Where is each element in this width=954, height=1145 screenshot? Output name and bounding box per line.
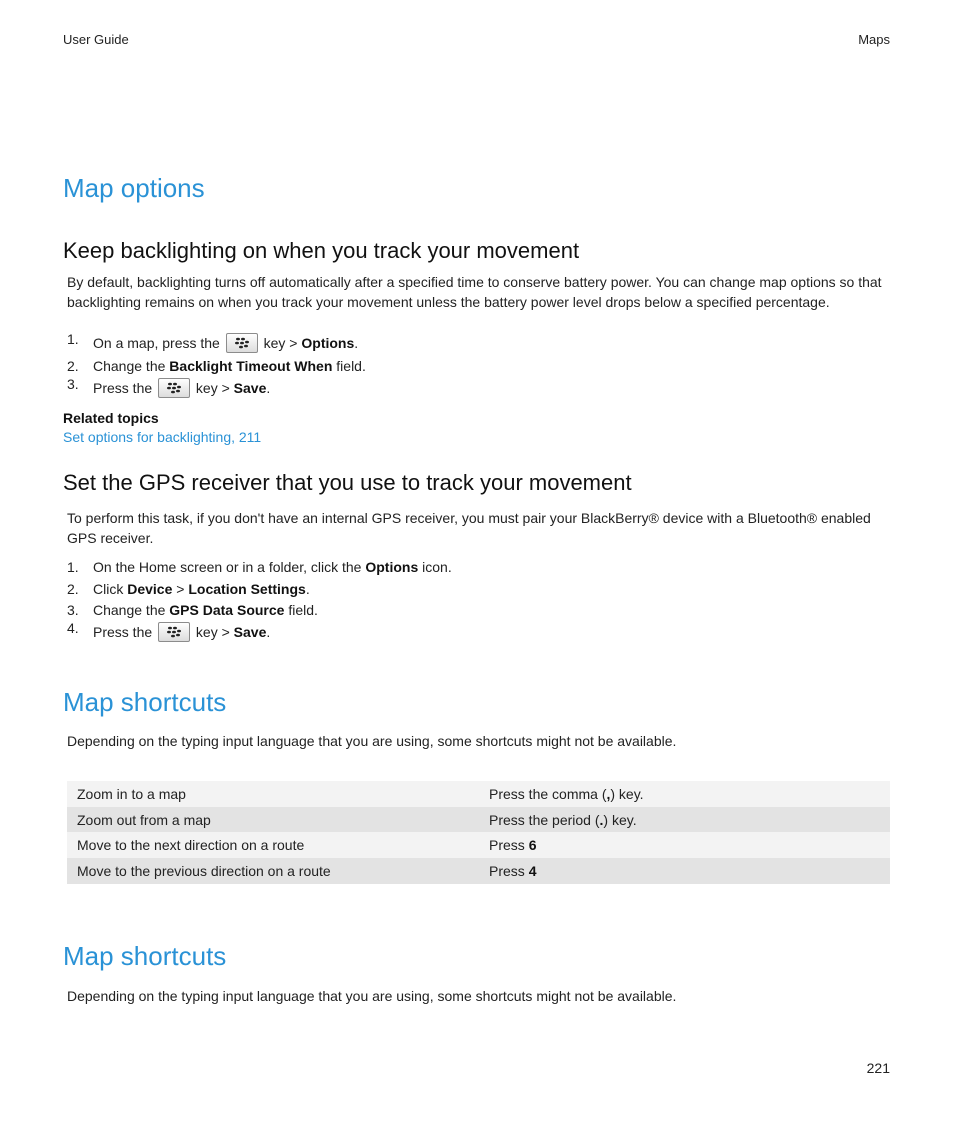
blackberry-menu-key-icon — [158, 622, 190, 642]
shortcuts-table — [67, 781, 890, 884]
table-cell-action: Zoom out from a map — [67, 807, 479, 833]
table-cell-action: Move to the next direction on a route — [67, 832, 479, 858]
table-row — [67, 781, 890, 807]
running-header-title: User Guide — [63, 32, 129, 47]
table-row — [67, 858, 890, 884]
step-item: 2. Change the Backlight Timeout When field. — [67, 358, 366, 374]
blackberry-menu-key-icon — [158, 378, 190, 398]
step-item: 1. On the Home screen or in a folder, click the Options icon. — [67, 559, 452, 575]
shortcuts-intro: Depending on the typing input language that you are using, some shortcuts might not be available. — [67, 733, 677, 749]
table-cell-shortcut: Press the period (.) key. — [479, 807, 890, 833]
step-item: 3. Change the GPS Data Source field. — [67, 602, 318, 618]
blackberry-menu-key-icon — [226, 333, 258, 353]
table-cell-shortcut: Press 6 — [479, 832, 890, 858]
section-title-map-shortcuts-2: Map shortcuts — [63, 941, 227, 971]
table-cell-shortcut: Press the comma (,) key. — [479, 781, 890, 807]
table-row — [67, 832, 890, 858]
table-cell-action: Zoom in to a map — [67, 781, 479, 807]
table-row — [67, 807, 890, 833]
gps-steps — [67, 557, 887, 643]
page-number: 221 — [866, 1060, 890, 1076]
section-title-map-options: Map options — [63, 173, 205, 203]
running-header-chapter: Maps — [858, 32, 890, 47]
backlighting-intro: By default, backlighting turns off automatically after a specified time to conserve battery power. You can change map options so that backlighting remains on when you track your movement unless the battery power level drops below a specified percentage. — [67, 274, 882, 310]
subsection-title-backlighting: Keep backlighting on when you track your movement — [63, 238, 580, 263]
shortcuts-intro-2: Depending on the typing input language that you are using, some shortcuts might not be available. — [67, 988, 677, 1004]
gps-intro: To perform this task, if you don't have an internal GPS receiver, you must pair your BlackBerry® device with a Bluetooth® enabled GPS receiver. — [67, 510, 871, 546]
step-item: 2. Click Device > Location Settings. — [67, 580, 310, 597]
table-cell-action: Move to the previous direction on a route — [67, 858, 479, 884]
step-item: 3. Press the key > Save. — [67, 378, 887, 400]
table-cell-shortcut: Press 4 — [479, 858, 890, 884]
related-topics-heading: Related topics — [63, 410, 159, 426]
related-topic-link[interactable]: Set options for backlighting, 211 — [63, 429, 262, 445]
step-item: 4. Press the key > Save. — [67, 622, 887, 644]
section-title-map-shortcuts: Map shortcuts — [63, 687, 227, 717]
step-item: 1. On a map, press the key > Options. — [67, 333, 887, 356]
backlighting-steps — [67, 333, 887, 399]
subsection-title-gps-receiver: Set the GPS receiver that you use to track your movement — [63, 470, 632, 495]
